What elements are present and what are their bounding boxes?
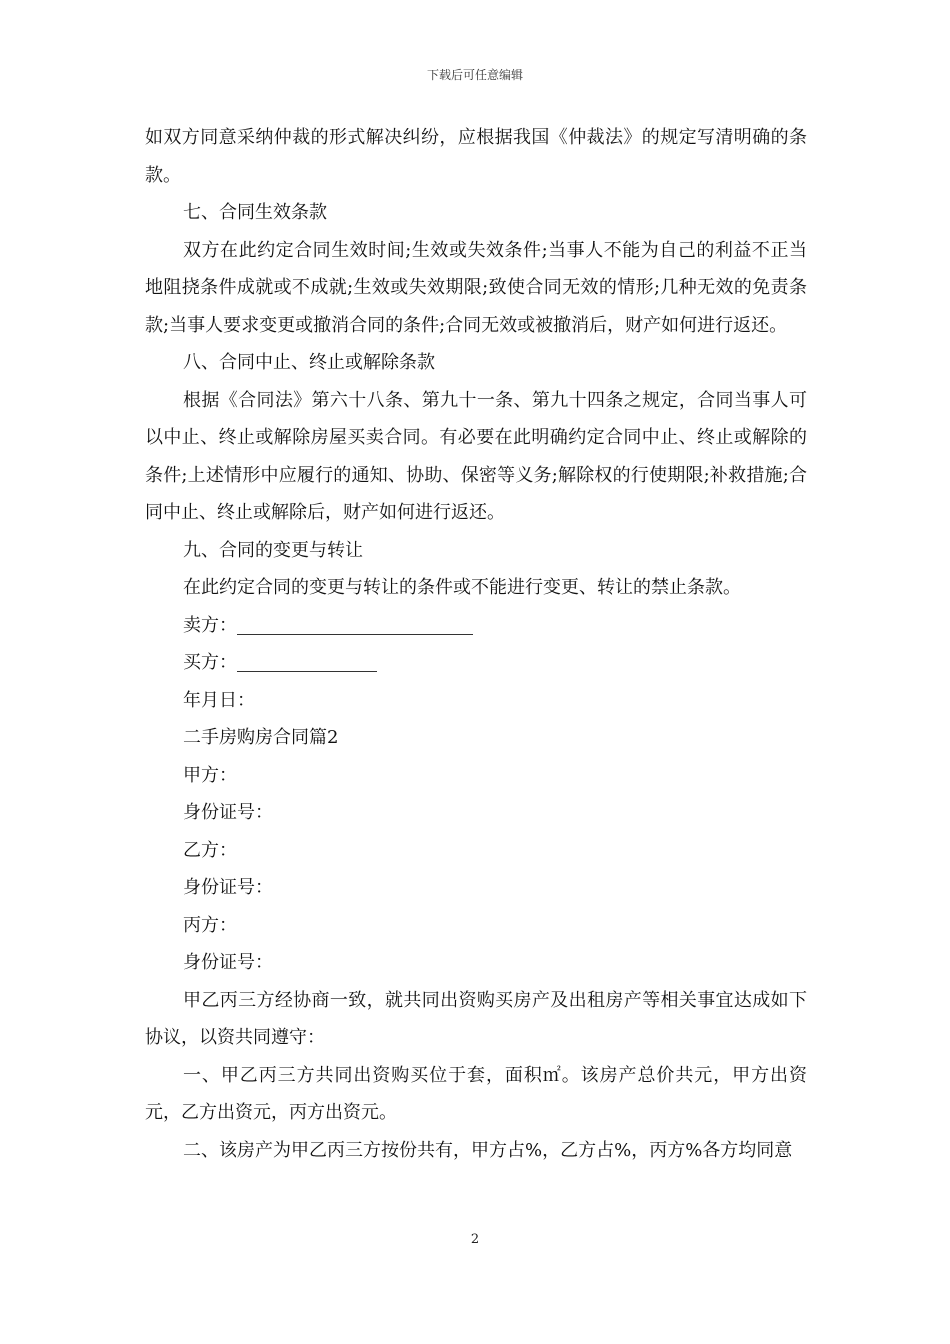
buyer-line bbox=[145, 644, 807, 682]
seller-line bbox=[145, 607, 807, 645]
paragraph-transfer-terms: 在此约定合同的变更与转让的条件或不能进行变更、转让的禁止条款。 bbox=[183, 577, 741, 598]
paragraph-agreement-intro: 甲乙丙三方经协商一致，就共同出资购买房产及出租房产等相关事宜达成如下协议，以资共同遵守： bbox=[145, 989, 807, 1048]
heading-section-7: 七、合同生效条款 bbox=[183, 202, 327, 223]
paragraph-arbitration: 如双方同意采纳仲裁的形式解决纠纷，应根据我国《仲裁法》的规定写清明确的条款。 bbox=[145, 127, 807, 186]
party-a-label: 甲方： bbox=[183, 764, 237, 786]
buyer-signature-blank bbox=[237, 649, 377, 672]
page-header: 下载后可任意编辑 bbox=[426, 68, 523, 82]
party-c-label: 丙方： bbox=[183, 914, 237, 936]
buyer-label: 买方： bbox=[183, 652, 237, 673]
document-body bbox=[145, 119, 807, 1169]
seller-signature-blank bbox=[237, 612, 473, 635]
page-number: 2 bbox=[470, 1232, 480, 1247]
party-b-id-label: 身份证号： bbox=[183, 877, 273, 898]
heading-section-9: 九、合同的变更与转让 bbox=[183, 539, 363, 561]
date-line: 年月日： bbox=[183, 689, 255, 711]
heading-section-8: 八、合同中止、终止或解除条款 bbox=[183, 352, 435, 373]
party-a-id-label: 身份证号： bbox=[183, 802, 273, 823]
party-b-label: 乙方： bbox=[183, 839, 237, 861]
seller-label: 卖方： bbox=[183, 614, 237, 636]
paragraph-effective-terms: 双方在此约定合同生效时间;生效或失效条件;当事人不能为自己的利益不正当地阻挠条件成就或不成就;生效或失效期限;致使合同无效的情形;几种无效的免责条款;当事人要求变更或撤消合同的条件;合同无效或被撤消后，财产如何进行返还。 bbox=[145, 239, 807, 336]
paragraph-clause-1: 一、甲乙丙三方共同出资购买位于套，面积㎡。该房产总价共元，甲方出资元，乙方出资元，丙方出资元。 bbox=[145, 1064, 807, 1123]
party-c-id-label: 身份证号： bbox=[183, 952, 273, 973]
paragraph-clause-2: 二、该房产为甲乙丙三方按份共有，甲方占%，乙方占%，丙方%各方均同意 bbox=[183, 1139, 793, 1161]
part2-title: 二手房购房合同篇2 bbox=[183, 727, 339, 748]
paragraph-termination-terms: 根据《合同法》第六十八条、第九十一条、第九十四条之规定，合同当事人可以中止、终止或解除房屋买卖合同。有必要在此明确约定合同中止、终止或解除的条件;上述情形中应履行的通知、协助、保密等义务;解除权的行使期限;补救措施;合同中止、终止或解除后，财产如何进行返还。 bbox=[145, 389, 807, 523]
